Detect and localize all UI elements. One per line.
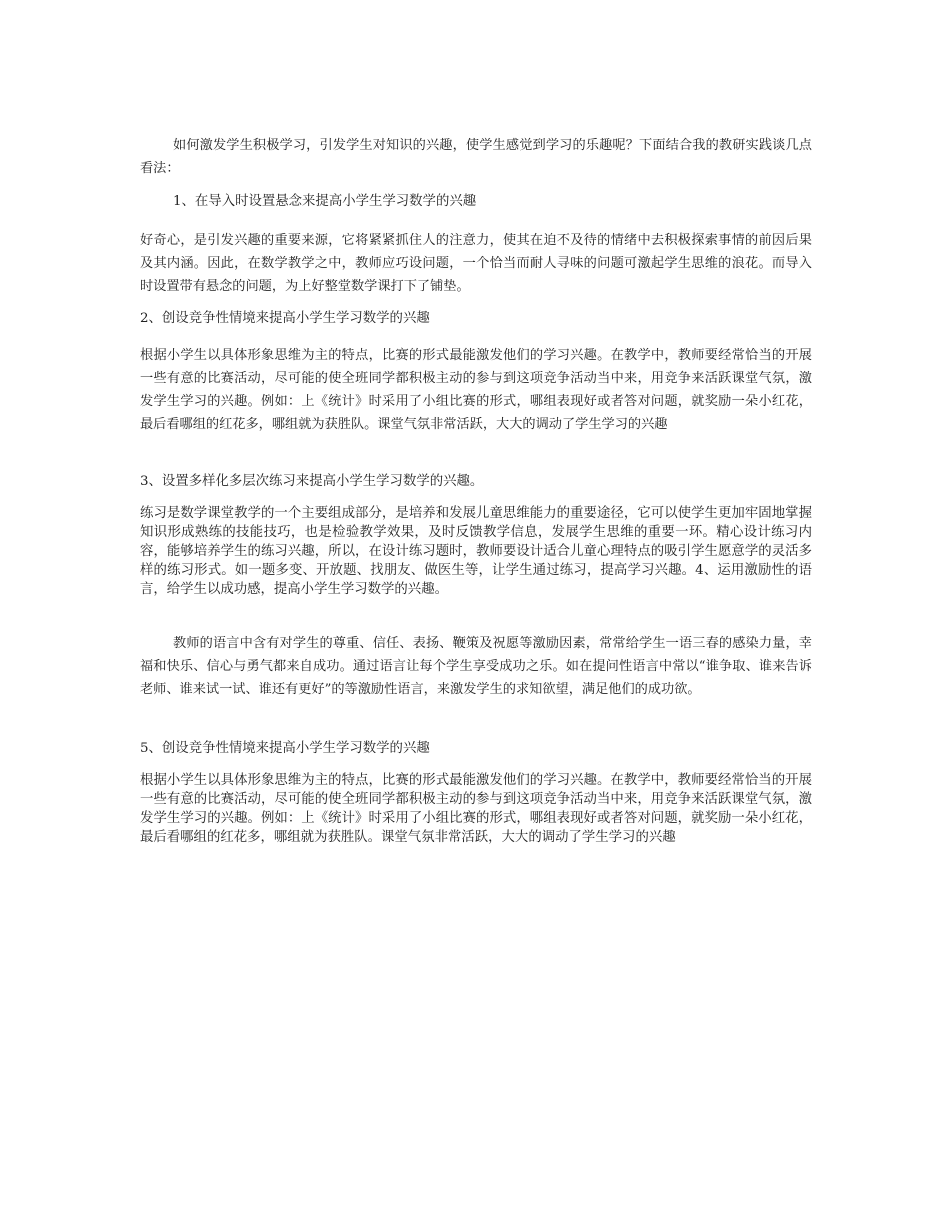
section-5-heading: 5、创设竞争性情境来提高小学生学习数学的兴趣 [140,741,430,756]
section-3-body: 练习是数学课堂教学的一个主要组成部分，是培养和发展儿童思维能力的重要途径，它可以使学生更加牢固地掌握知识形成熟练的技能技巧，也是检验教学效果，及时反馈教学信息，发展学生思维的重要一环。精心设计练习内容，能够培养学生的练习兴趣，所以，在设计练习题时，教师要设计适合儿童心理特点的吸引学生愿意学的灵活多样的练习形式。如一题多变、开放题、找朋友、做医生等，让学生通过练习，提高学习兴趣。4、运用激励性的语言，给学生以成功感，提高小学生学习数学的兴趣。 [140,506,812,597]
section-2-heading: 2、创设竞争性情境来提高小学生学习数学的兴趣 [140,311,430,326]
section-1-heading: 1、在导入时设置悬念来提高小学生学习数学的兴趣 [173,194,477,209]
intro-paragraph: 如何激发学生积极学习，引发学生对知识的兴趣，使学生感觉到学习的乐趣呢？下面结合我的教研实践谈几点看法： [140,138,812,176]
section-3-heading: 3、设置多样化多层次练习来提高小学生学习数学的兴趣。 [140,474,484,489]
section-2-body: 根据小学生以具体形象思维为主的特点，比赛的形式最能激发他们的学习兴趣。在教学中，教师要经常恰当的开展一些有意的比赛活动，尽可能的使全班同学都积极主动的参与到这项竞争活动当中来，用竞争来活跃课堂气氛，激发学生学习的兴趣。例如：上《统计》时采用了小组比赛的形式，哪组表现好或者答对问题，就奖励一朵小红花，最后看哪组的红花多，哪组就为获胜队。课堂气氛非常活跃，大大的调动了学生学习的兴趣 [140,348,812,432]
section-1-body: 好奇心，是引发兴趣的重要来源，它将紧紧抓住人的注意力，使其在迫不及待的情绪中去积极探索事情的前因后果及其内涵。因此，在数学教学之中，教师应巧设问题，一个恰当而耐人寻味的问题可激起学生思维的浪花。而导入时设置带有悬念的问题，为上好整堂数学课打下了铺垫。 [140,233,812,294]
section-4-body: 教师的语言中含有对学生的尊重、信任、表扬、鞭策及祝愿等激励因素，常常给学生一语三春的感染力量，幸福和快乐、信心与勇气都来自成功。通过语言让每个学生享受成功之乐。如在提问性语言中常以“谁争取、谁来告诉老师、谁来试一试、谁还有更好”的等激励性语言，来激发学生的求知欲望，满足他们的成功欲。 [140,636,812,697]
section-5-body: 根据小学生以具体形象思维为主的特点，比赛的形式最能激发他们的学习兴趣。在教学中，教师要经常恰当的开展一些有意的比赛活动，尽可能的使全班同学都积极主动的参与到这项竞争活动当中来，用竞争来活跃课堂气氛，激发学生学习的兴趣。例如：上《统计》时采用了小组比赛的形式，哪组表现好或者答对问题，就奖励一朵小红花，最后看哪组的红花多，哪组就为获胜队。课堂气氛非常活跃，大大的调动了学生学习的兴趣 [140,773,812,845]
